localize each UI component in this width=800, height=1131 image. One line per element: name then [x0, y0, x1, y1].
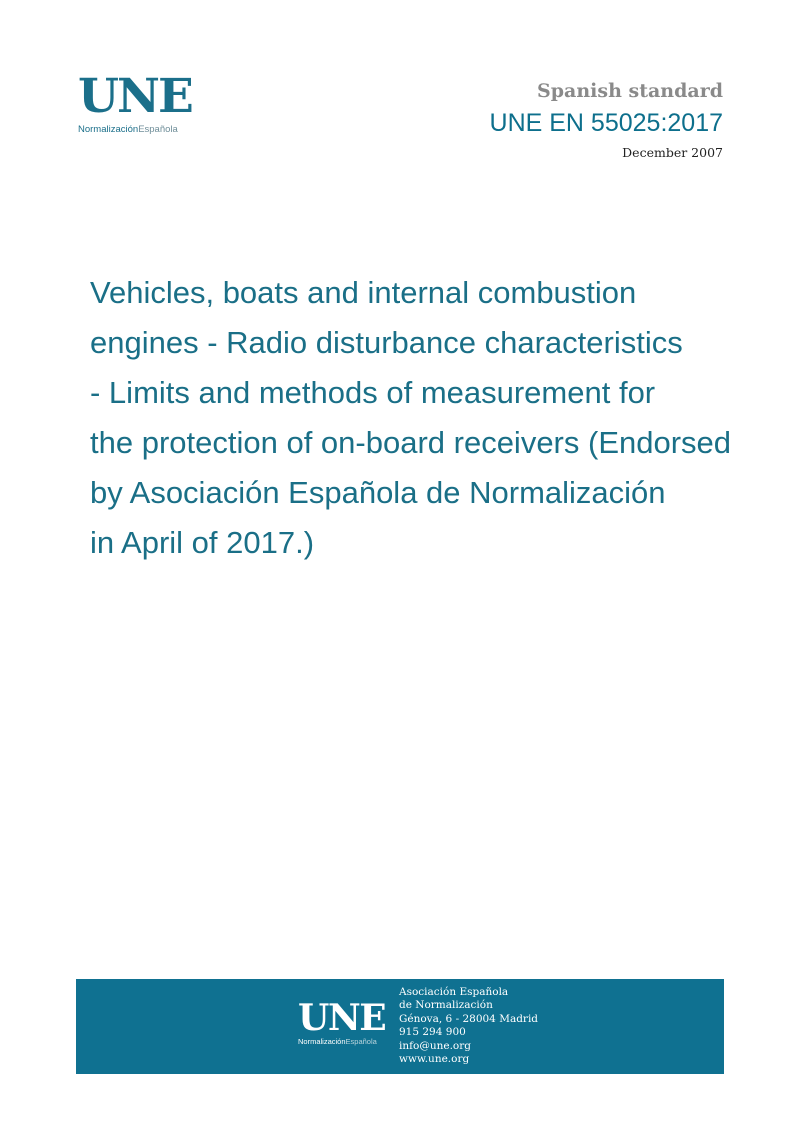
title-line: the protection of on-board receivers (Endorsed: [90, 425, 732, 460]
title-line: in April of 2017.): [90, 525, 315, 560]
logo-subtitle: [78, 124, 198, 135]
logo-sub-normalizacion: Normalización: [298, 1037, 346, 1046]
contact-phone: 915 294 900: [399, 1026, 466, 1039]
contact-website[interactable]: www.une.org: [399, 1053, 470, 1066]
logo-sub-espanola: Española: [138, 124, 178, 135]
une-logo-footer: [298, 999, 385, 1046]
publication-date: December 2007: [622, 145, 723, 160]
contact-org-line-2: de Normalización: [399, 999, 493, 1012]
title-line: Vehicles, boats and internal combustion: [90, 275, 637, 310]
footer-band: [76, 979, 724, 1074]
contact-org-line-1: Asociación Española: [399, 986, 509, 998]
logo-sub-normalizacion: Normalización: [78, 124, 139, 135]
title-line: - Limits and methods of measurement for: [90, 375, 656, 410]
contact-block: [399, 986, 538, 1066]
logo-letters: UNE: [298, 997, 386, 1039]
logo-subtitle: [298, 1037, 385, 1046]
logo-sub-espanola: Española: [345, 1037, 377, 1046]
une-logo: [78, 69, 198, 135]
title-line: engines - Radio disturbance characteristics: [90, 325, 683, 360]
contact-email[interactable]: info@une.org: [399, 1039, 471, 1052]
logo-letters: UNE: [78, 69, 192, 124]
document-kind: Spanish standard: [537, 80, 723, 102]
title-line: by Asociación Española de Normalización: [90, 475, 666, 510]
document-header: [490, 76, 723, 164]
document-title: [90, 268, 770, 568]
contact-address: Génova, 6 - 28004 Madrid: [399, 1012, 539, 1025]
standard-id: UNE EN 55025:2017: [489, 109, 723, 137]
